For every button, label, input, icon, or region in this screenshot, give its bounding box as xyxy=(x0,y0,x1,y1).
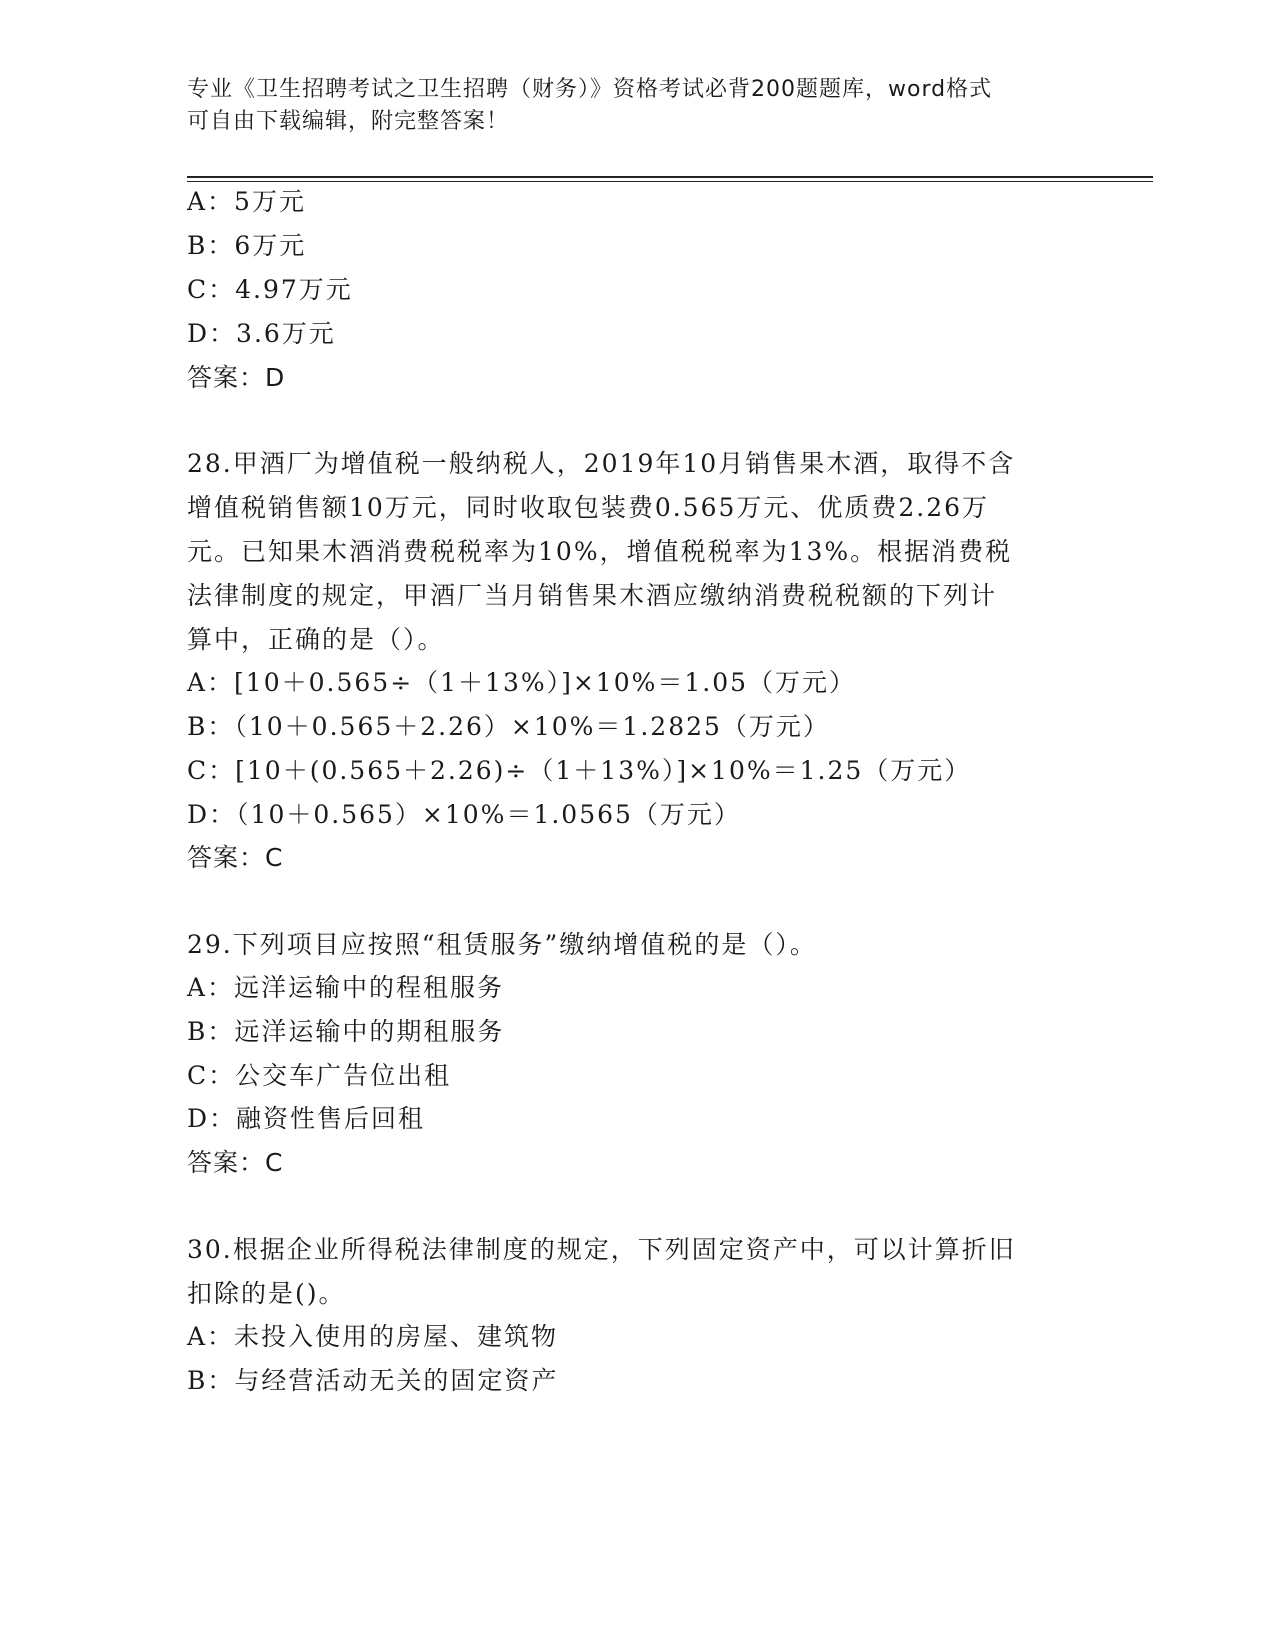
header-title-line-1: 专业《卫生招聘考试之卫生招聘（财务）》资格考试必背200题题库，word格式 xyxy=(187,77,993,102)
q27-option-a: A：5万元 xyxy=(187,187,306,216)
q28-stem-line-4: 法律制度的规定，甲酒厂当月销售果木酒应缴纳消费税税额的下列计 xyxy=(187,581,998,610)
q29-answer: 答案：C xyxy=(187,1148,284,1177)
q29-option-d: D：融资性售后回租 xyxy=(187,1104,426,1133)
q30-option-b: B：与经营活动无关的固定资产 xyxy=(187,1366,559,1395)
q28-stem-line-5: 算中，正确的是（）。 xyxy=(187,625,445,654)
q27-option-b: B：6万元 xyxy=(187,231,307,260)
header-title-line-2: 可自由下载编辑，附完整答案！ xyxy=(187,109,510,134)
q28-option-a: A：[10＋0.565÷（1＋13%）]×10%＝1.05（万元） xyxy=(187,668,857,697)
q29-option-c: C：公交车广告位出租 xyxy=(187,1061,452,1090)
q27-answer: 答案：D xyxy=(187,363,286,392)
q29-stem-line-1: 29.下列项目应按照“租赁服务”缴纳增值税的是（）。 xyxy=(187,930,817,959)
q29-option-a: A：远洋运输中的程租服务 xyxy=(187,973,505,1002)
q28-stem-line-2: 增值税销售额10万元，同时收取包装费0.565万元、优质费2.26万 xyxy=(187,493,990,522)
q28-option-c: C：[10＋(0.565＋2.26)÷（1＋13%）]×10%＝1.25（万元） xyxy=(187,756,972,785)
q28-stem-line-1: 28.甲酒厂为增值税一般纳税人，2019年10月销售果木酒，取得不含 xyxy=(187,449,1016,478)
header-divider-thin xyxy=(187,181,1153,182)
q29-option-b: B：远洋运输中的期租服务 xyxy=(187,1017,505,1046)
q28-option-d: D：（10＋0.565）×10%＝1.0565（万元） xyxy=(187,800,741,829)
q28-stem-line-3: 元。已知果木酒消费税税率为10%，增值税税率为13%。根据消费税 xyxy=(187,537,1013,566)
q30-stem-line-2: 扣除的是()。 xyxy=(187,1279,346,1308)
document-header xyxy=(187,74,1087,138)
q30-option-a: A：未投入使用的房屋、建筑物 xyxy=(187,1322,559,1351)
q30-stem-line-1: 30.根据企业所得税法律制度的规定，下列固定资产中，可以计算折旧 xyxy=(187,1235,1016,1264)
q28-option-b: B：（10＋0.565＋2.26）×10%＝1.2825（万元） xyxy=(187,712,830,741)
q28-answer: 答案：C xyxy=(187,843,284,872)
q27-option-c: C：4.97万元 xyxy=(187,275,353,304)
header-divider xyxy=(187,176,1153,178)
q27-option-d: D：3.6万元 xyxy=(187,319,336,348)
